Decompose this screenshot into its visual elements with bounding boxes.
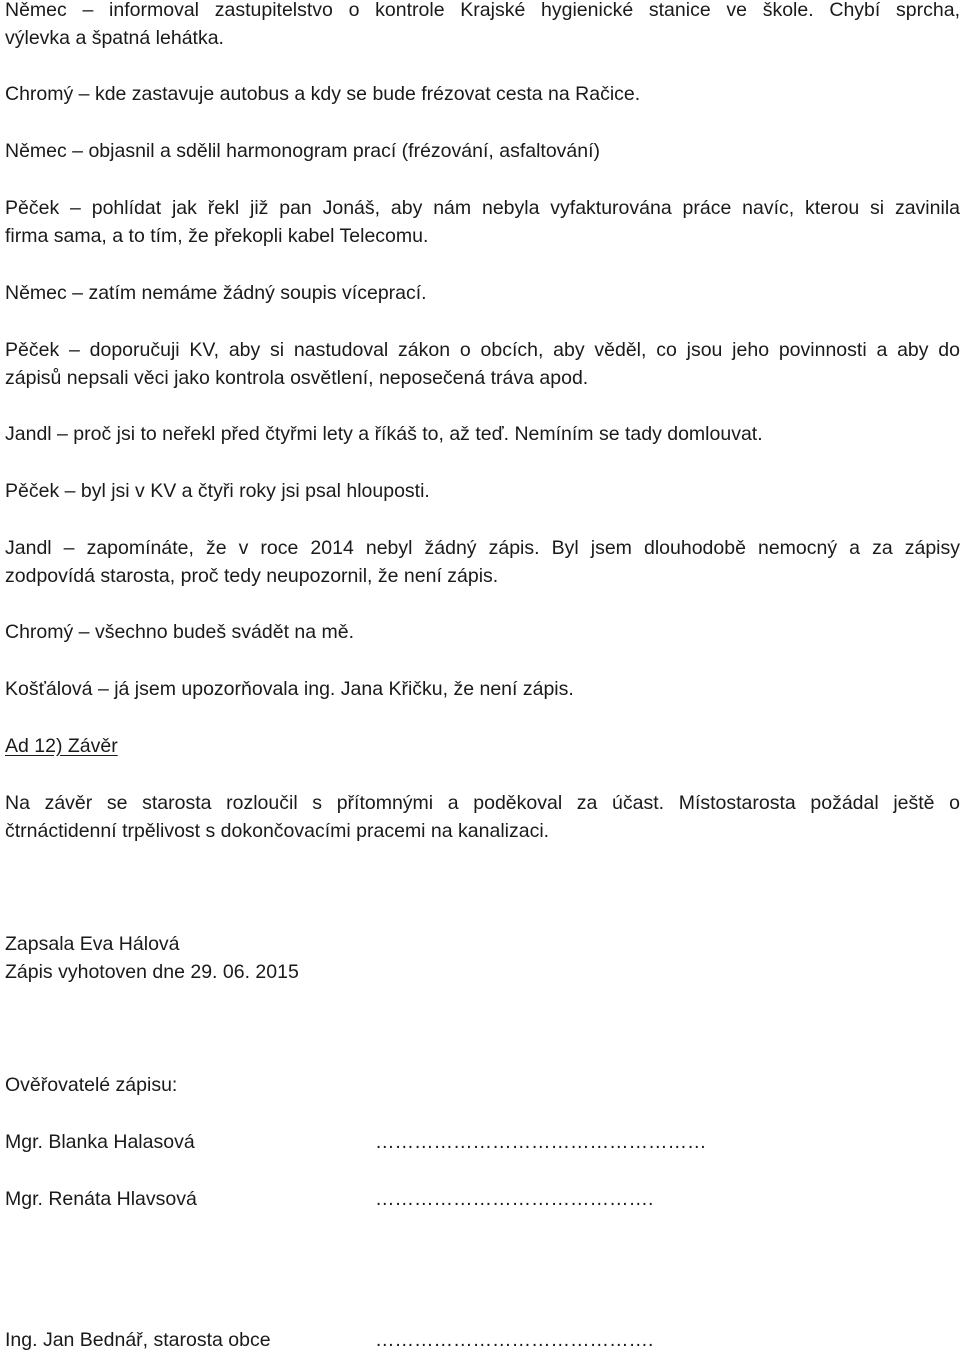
paragraph-pecek-invoice [5,194,960,250]
signature-dots: ……………………………………. [375,1188,654,1210]
paragraph-nemec-extra-work [5,279,960,307]
text-line: Jandl – zapomínáte, že v roce 2014 nebyl žádný zápis. Byl jsem dlouhodobě nemocný a za zápisy [5,537,960,559]
text-line: Pěček – pohlídat jak řekl již pan Jonáš, aby nám nebyla vyfakturována práce navíc, kterou si zavinila [5,197,960,219]
signatory-name: Mgr. Renáta Hlavsová [5,1188,197,1210]
paragraph-nemec-schedule [5,137,960,165]
text-line: zodpovídá starosta, proč tedy neupozornil, že není zápis. [5,565,499,587]
paragraph-chromy-blame [5,618,960,646]
text-line: Jandl – proč jsi to neřekl před čtyřmi lety a říkáš to, až teď. Nemíním se tady domlouvat. [5,423,763,445]
text-line: Pěček – doporučuji KV, aby si nastudoval zákon o obcích, aby věděl, co jsou jeho povinnosti a aby do [5,339,960,361]
text-line: firma sama, a to tím, že překopli kabel Telecomu. [5,225,429,247]
signature-dots: ……………………………………. [375,1329,654,1351]
verifiers-label: Ověřovatelé zápisu: [5,1074,178,1096]
paragraph-kostalova [5,675,960,703]
text-line: zápisů nepsali věci jako kontrola osvětlení, neposečená tráva apod. [5,367,589,389]
text-line: Němec – informoval zastupitelstvo o kontrole Krajské hygienické stanice ve škole. Chybí sprcha, [5,0,960,21]
paragraph-jandl-record [5,534,960,590]
text-line: Němec – objasnil a sdělil harmonogram prací (frézování, asfaltování) [5,140,601,162]
recorded-by: Zapsala Eva Hálová [5,933,180,955]
paragraph-chromy-bus [5,80,960,108]
record-date: Zápis vyhotoven dne 29. 06. 2015 [5,961,299,983]
signature-dots: …………………………………………… [375,1131,707,1153]
signatory-name: Ing. Jan Bednář, starosta obce [5,1329,271,1351]
paragraph-nemec-hygiene [5,0,960,52]
text-line: výlevka a špatná lehátka. [5,27,224,49]
signatory-name: Mgr. Blanka Halasová [5,1131,195,1153]
paragraph-closing [5,789,960,845]
text-line: Košťálová – já jsem upozorňovala ing. Jana Křičku, že není zápis. [5,678,574,700]
text-line: Němec – zatím nemáme žádný soupis víceprací. [5,282,427,304]
text-line: Chromý – všechno budeš svádět na mě. [5,621,355,643]
text-line: čtrnáctidenní trpělivost s dokončovacími pracemi na kanalizaci. [5,820,550,842]
paragraph-pecek-kv [5,336,960,392]
paragraph-jandl-why [5,420,960,448]
text-line: Chromý – kde zastavuje autobus a kdy se bude frézovat cesta na Račice. [5,83,641,105]
text-line: Pěček – byl jsi v KV a čtyři roky jsi psal hlouposti. [5,480,430,502]
paragraph-pecek-kv-years [5,477,960,505]
section-heading: Ad 12) Závěr [5,735,118,757]
text-line: Na závěr se starosta rozloučil s přítomnými a poděkoval za účast. Místostarosta požádal ještě o [5,792,960,814]
